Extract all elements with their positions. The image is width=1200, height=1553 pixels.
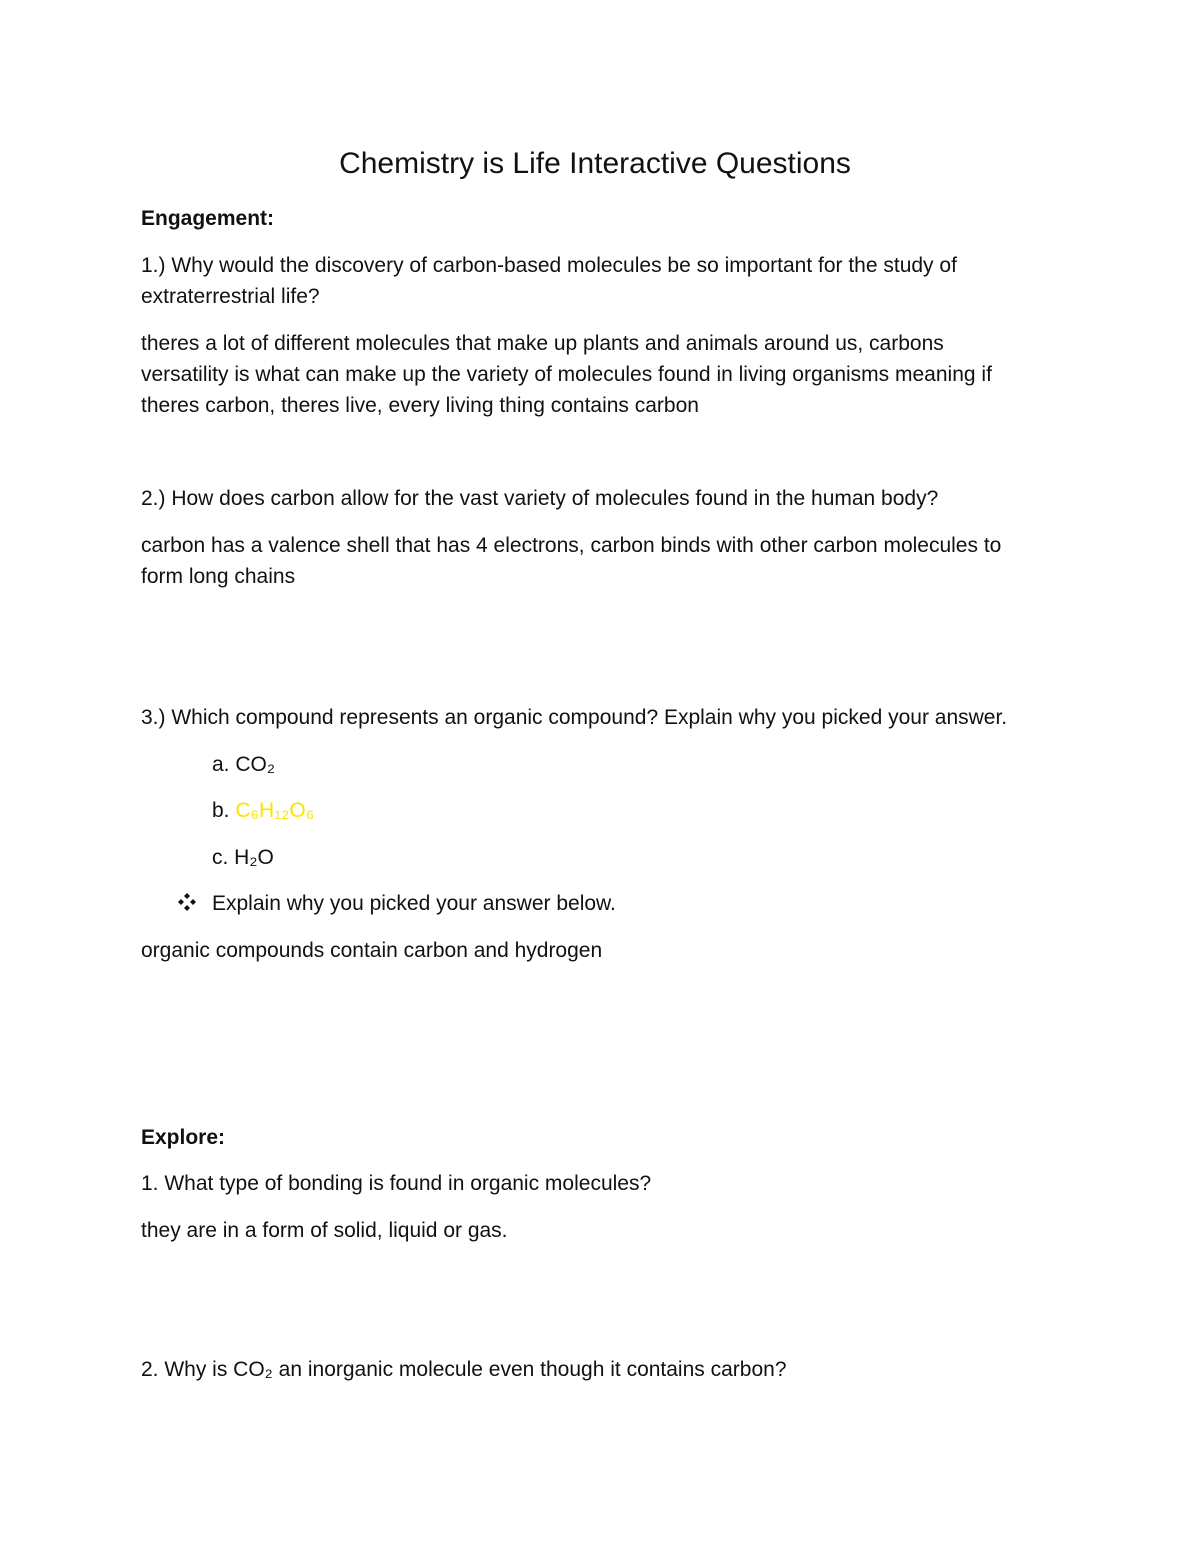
bullet-instruction: Explain why you picked your answer below. bbox=[212, 892, 616, 915]
section-heading-explore: Explore: bbox=[141, 1126, 226, 1149]
question-1-line-1: 1.) Why would the discovery of carbon-based molecules be so important for the study of bbox=[141, 254, 957, 277]
question-3-line-1: 3.) Which compound represents an organic compound? Explain why you picked your answer. bbox=[141, 706, 1008, 729]
answer-3-line-1: organic compounds contain carbon and hydrogen bbox=[141, 939, 603, 962]
diamond-bullet-icon bbox=[176, 891, 198, 913]
answer-1-line-1: theres a lot of different molecules that make up plants and animals around us, carbons bbox=[141, 332, 944, 355]
option-b-value: C₆H₁₂O₆ bbox=[235, 799, 315, 822]
answer-1-line-3: theres carbon, theres live, every living thing contains carbon bbox=[141, 394, 699, 417]
answer-2-line-1: carbon has a valence shell that has 4 electrons, carbon binds with other carbon molecules to bbox=[141, 534, 1002, 557]
explore-question-2: 2. Why is CO₂ an inorganic molecule even though it contains carbon? bbox=[141, 1358, 787, 1381]
page-title: Chemistry is Life Interactive Questions bbox=[339, 147, 851, 180]
option-b bbox=[212, 795, 314, 826]
section-heading-engagement: Engagement: bbox=[141, 207, 275, 230]
answer-2-line-2: form long chains bbox=[141, 565, 296, 588]
question-2-line-1: 2.) How does carbon allow for the vast variety of molecules found in the human body? bbox=[141, 487, 939, 510]
option-b-label: b. bbox=[212, 799, 230, 822]
question-1-line-2: extraterrestrial life? bbox=[141, 285, 320, 308]
explore-question-1: 1. What type of bonding is found in organic molecules? bbox=[141, 1172, 652, 1195]
explore-answer-1: they are in a form of solid, liquid or gas. bbox=[141, 1219, 508, 1242]
option-a: a. CO₂ bbox=[212, 753, 275, 776]
answer-1-line-2: versatility is what can make up the variety of molecules found in living organisms meaning if bbox=[141, 363, 992, 386]
option-c: c. H₂O bbox=[212, 846, 274, 869]
